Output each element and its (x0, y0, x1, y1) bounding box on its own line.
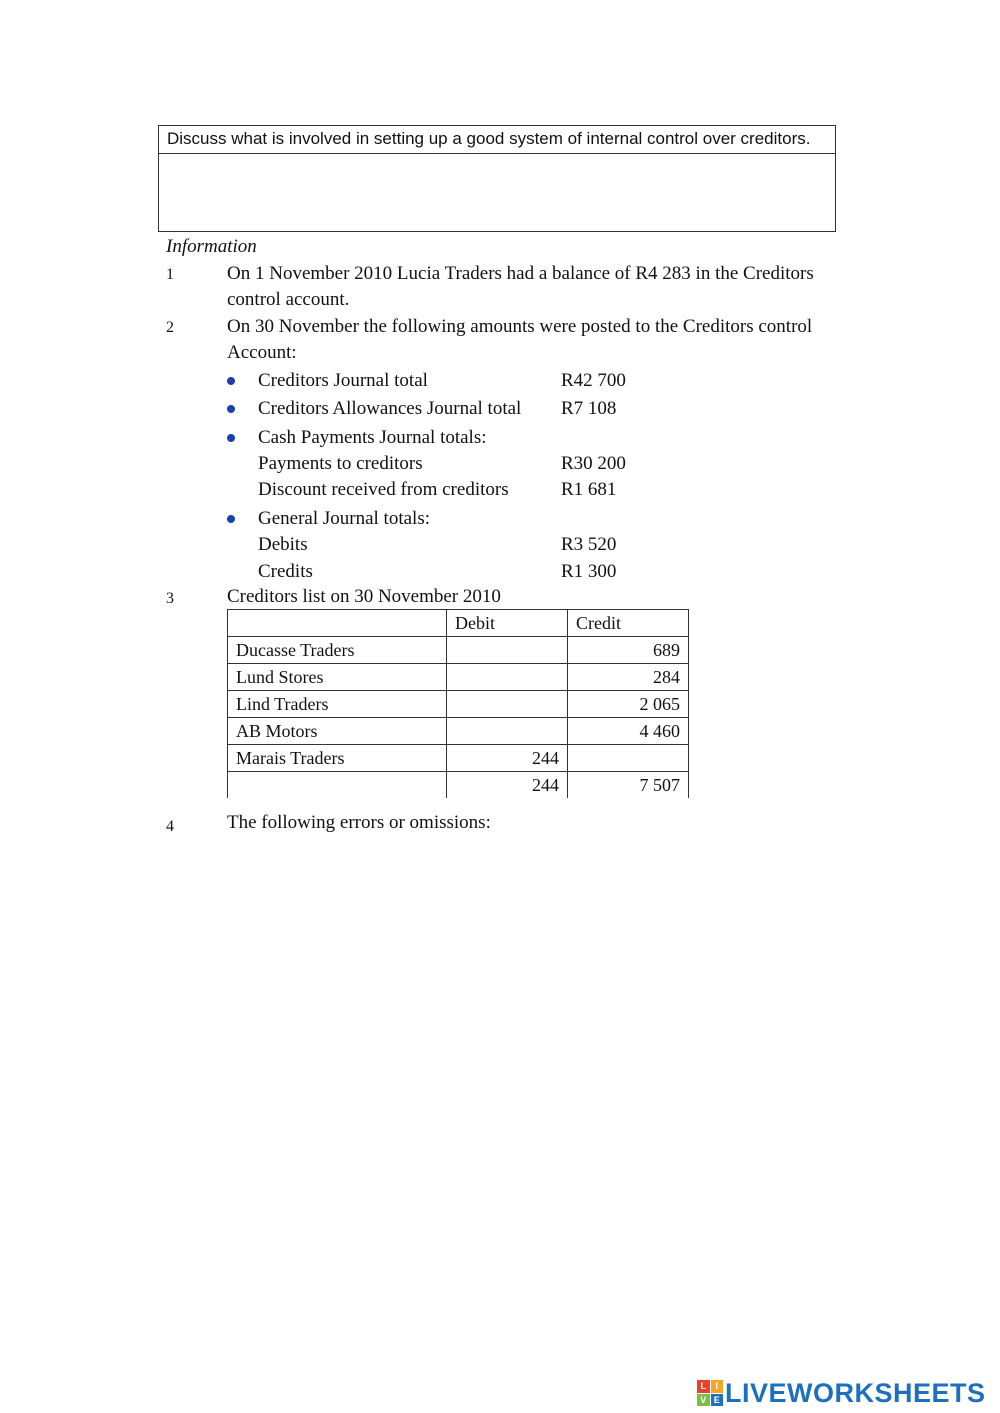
posting-label: Debits (258, 534, 308, 555)
bullet-icon (227, 405, 235, 413)
information-heading: Information (166, 236, 257, 257)
logo-letter: E (711, 1394, 724, 1407)
credit-cell (568, 745, 689, 772)
posting-label: Cash Payments Journal totals: (258, 427, 487, 448)
posting-label: Credits (258, 561, 313, 582)
item-2-number: 2 (166, 319, 174, 336)
question-text: Discuss what is involved in setting up a good system of internal control over creditors. (159, 126, 835, 154)
debit-cell (447, 718, 568, 745)
credit-cell: 689 (568, 637, 689, 664)
table-total-row (228, 772, 689, 799)
liveworksheets-logo[interactable] (697, 1378, 986, 1408)
bullet-icon (227, 434, 235, 442)
table-header-row (228, 610, 689, 637)
posting-value: R42 700 (561, 370, 626, 391)
logo-letter: L (697, 1380, 710, 1393)
table-row (228, 718, 689, 745)
column-header (228, 610, 447, 637)
logo-mark-icon (697, 1380, 723, 1406)
logo-text: LIVEWORKSHEETS (725, 1377, 986, 1408)
item-1-number: 1 (166, 266, 174, 283)
credit-cell: 284 (568, 664, 689, 691)
posting-label: Creditors Allowances Journal total (258, 398, 522, 419)
posting-value: R7 108 (561, 398, 617, 419)
table-row (228, 637, 689, 664)
total-debit: 244 (447, 772, 568, 799)
item-3-number: 3 (166, 590, 174, 607)
credit-cell: 4 460 (568, 718, 689, 745)
item-4-text: The following errors or omissions: (227, 812, 491, 833)
item-2-line-2: Account: (227, 342, 297, 363)
posting-label: Payments to creditors (258, 453, 423, 474)
table-row (228, 745, 689, 772)
item-1-line-1: On 1 November 2010 Lucia Traders had a balance of R4 283 in the Creditors (227, 263, 814, 284)
logo-letter: I (711, 1380, 724, 1393)
debit-cell: 244 (447, 745, 568, 772)
creditor-name: Marais Traders (228, 745, 447, 772)
posting-label: Creditors Journal total (258, 370, 428, 391)
question-box (158, 125, 836, 232)
posting-value: R30 200 (561, 453, 626, 474)
posting-value: R1 681 (561, 479, 617, 500)
posting-label: Discount received from creditors (258, 479, 509, 500)
table-row (228, 664, 689, 691)
table-row (228, 691, 689, 718)
creditor-name: Lind Traders (228, 691, 447, 718)
posting-value: R1 300 (561, 561, 617, 582)
creditor-name: Lund Stores (228, 664, 447, 691)
item-4-number: 4 (166, 818, 174, 835)
answer-area[interactable] (159, 154, 835, 231)
bullet-icon (227, 515, 235, 523)
item-1-line-2: control account. (227, 289, 350, 310)
item-3-text: Creditors list on 30 November 2010 (227, 586, 501, 607)
credit-cell: 2 065 (568, 691, 689, 718)
posting-label: General Journal totals: (258, 508, 431, 529)
bullet-icon (227, 377, 235, 385)
creditors-table (227, 609, 689, 798)
column-header: Credit (568, 610, 689, 637)
debit-cell (447, 664, 568, 691)
total-label (228, 772, 447, 799)
creditor-name: Ducasse Traders (228, 637, 447, 664)
debit-cell (447, 691, 568, 718)
debit-cell (447, 637, 568, 664)
posting-value: R3 520 (561, 534, 617, 555)
column-header: Debit (447, 610, 568, 637)
total-credit: 7 507 (568, 772, 689, 799)
creditor-name: AB Motors (228, 718, 447, 745)
logo-letter: V (697, 1394, 710, 1407)
item-2-line-1: On 30 November the following amounts were posted to the Creditors control (227, 316, 813, 337)
